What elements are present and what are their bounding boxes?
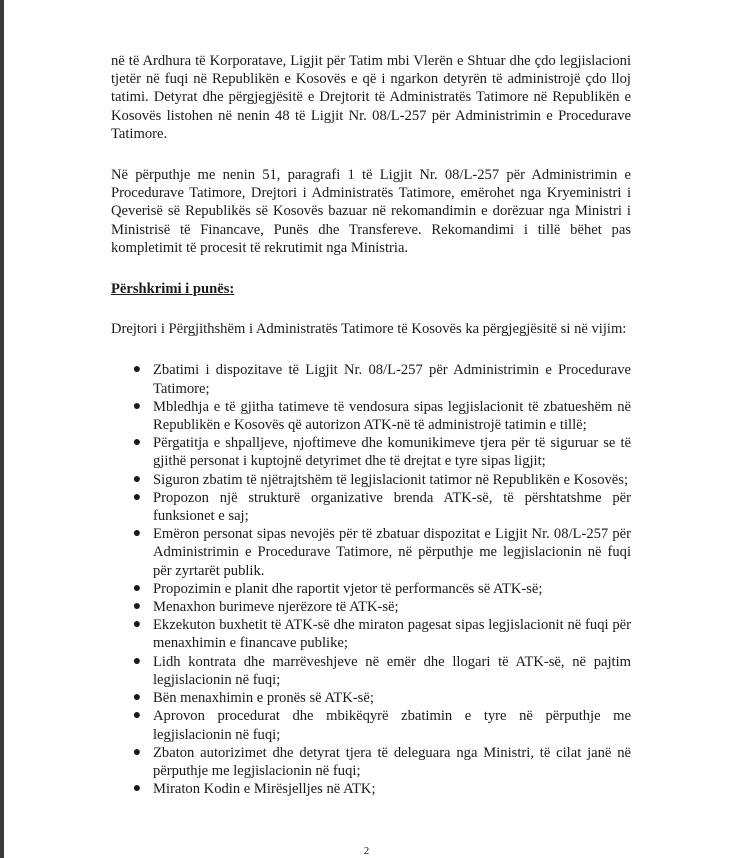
bullet-icon: ● bbox=[132, 580, 142, 596]
list-item bbox=[132, 689, 631, 707]
section-heading-job-description: Përshkrimi i punës: bbox=[111, 281, 235, 298]
list-item-text: Propozon një strukturë organizative brenda ATK-së, të përshtatshme për funksionet e saj; bbox=[153, 489, 631, 525]
bullet-icon: ● bbox=[132, 526, 142, 542]
document-page bbox=[111, 52, 631, 798]
bullet-icon: ● bbox=[132, 489, 142, 505]
list-item bbox=[132, 398, 631, 434]
page-number: 2 bbox=[363, 845, 370, 857]
paragraph-tax-laws: në të Ardhura të Korporatave, Ligjit për Tatim mbi Vlerën e Shtuar dhe çdo legjislacioni tjetër në fuqi në Republikën e Kosovës e që i ngarkon detyrën të administrojë çdo lloj tatimi. Detyrat dhe përgjegjësitë e Drejtorit të Administratës Tatimore në Republikën e Kosovës listohen në nenin 48 të Ligjit Nr. 08/L-257 për Administrimin e Procedurave Tatimore. bbox=[111, 53, 631, 142]
responsibilities-list bbox=[111, 361, 631, 798]
list-item-text: Mbledhja e të gjitha tatimeve të vendosura sipas legjislacionit të zbatueshëm në Republikën e Kosovës që autorizon ATK-në të administrojë tatimin e tillë; bbox=[153, 398, 631, 434]
list-item-text: Përgatitja e shpalljeve, njoftimeve dhe komunikimeve tjera për të siguruar se të gjithë personat i kuptojnë detyrimet dhe të drejtat e tyre sipas ligjit; bbox=[153, 435, 631, 470]
bullet-icon: ● bbox=[132, 617, 142, 633]
list-item bbox=[132, 653, 631, 689]
list-item bbox=[132, 616, 631, 652]
list-item-text: Ekzekuton buxhetit të ATK-së dhe miraton pagesat sipas legjislacionit në fuqi për menaxhimin e financave publike; bbox=[153, 617, 631, 652]
bullet-icon: ● bbox=[132, 599, 142, 615]
list-item bbox=[132, 598, 631, 616]
bullet-icon: ● bbox=[132, 362, 142, 378]
list-item bbox=[132, 744, 631, 780]
list-item bbox=[132, 707, 631, 743]
list-item-text: Aprovon procedurat dhe mbikëqyrë zbatimin e tyre në përputhje me legjislacionin në fuqi; bbox=[153, 708, 631, 743]
bullet-icon: ● bbox=[132, 471, 142, 487]
list-item bbox=[132, 471, 631, 489]
list-item bbox=[132, 580, 631, 598]
list-item-text: Propozimin e planit dhe raportit vjetor të performancës së ATK-së; bbox=[153, 580, 543, 597]
page-left-edge bbox=[0, 0, 4, 858]
list-item-text: Zbatimi i dispozitave të Ligjit Nr. 08/L-257 për Administrimin e Procedurave Tatimore; bbox=[153, 362, 631, 397]
bullet-icon: ● bbox=[132, 435, 142, 451]
list-item-text: Bën menaxhimin e pronës së ATK-së; bbox=[153, 690, 374, 707]
list-item bbox=[132, 780, 631, 798]
list-item-text: Miraton Kodin e Mirësjelljes në ATK; bbox=[153, 781, 376, 798]
list-item bbox=[132, 489, 631, 525]
list-item bbox=[132, 361, 631, 397]
bullet-icon: ● bbox=[132, 690, 142, 706]
bullet-icon: ● bbox=[132, 744, 142, 760]
list-item-text: Lidh kontrata dhe marrëveshjeve në emër dhe llogari të ATK-së, në pajtim legjislacionin në fuqi; bbox=[153, 653, 631, 688]
bullet-icon: ● bbox=[132, 653, 142, 669]
bullet-icon: ● bbox=[132, 781, 142, 797]
list-item bbox=[132, 525, 631, 580]
paragraph-responsibilities-intro: Drejtori i Përgjithshëm i Administratës Tatimore të Kosovës ka përgjegjësitë si në vijim: bbox=[111, 321, 627, 338]
paragraph-appointment: Në përputhje me nenin 51, paragrafi 1 të Ligjit Nr. 08/L-257 për Administrimin e Procedurave Tatimore, Drejtori i Administratës Tatimore, emërohet nga Kryeministri i Qeverisë së Republikës së Kosovës bazuar në rekomandimin e dorëzuar nga Ministri i Ministrisë të Financave, Punës dhe Transfereve. Rekomandimi i tillë bëhet pas kompletimit të procesit të rekrutimit nga Ministria. bbox=[111, 167, 631, 256]
list-item-text: Emëron personat sipas nevojës për të zbatuar dispozitat e Ligjit Nr. 08/L-257 për Administrimin e Procedurave Tatimore, në përputhje me legjislacionin në fuqi për zyrtarët publik. bbox=[153, 526, 631, 579]
list-item-text: Siguron zbatim të njëtrajtshëm të legjislacionit tatimor në Republikën e Kosovës; bbox=[153, 471, 629, 488]
list-item bbox=[132, 434, 631, 470]
list-item-text: Zbaton autorizimet dhe detyrat tjera të deleguara nga Ministri, të cilat janë në përputhje me legjislacionin në fuqi; bbox=[153, 744, 631, 779]
bullet-icon: ● bbox=[132, 398, 142, 414]
bullet-icon: ● bbox=[132, 708, 142, 724]
list-item-text: Menaxhon burimeve njerëzore të ATK-së; bbox=[153, 599, 399, 616]
